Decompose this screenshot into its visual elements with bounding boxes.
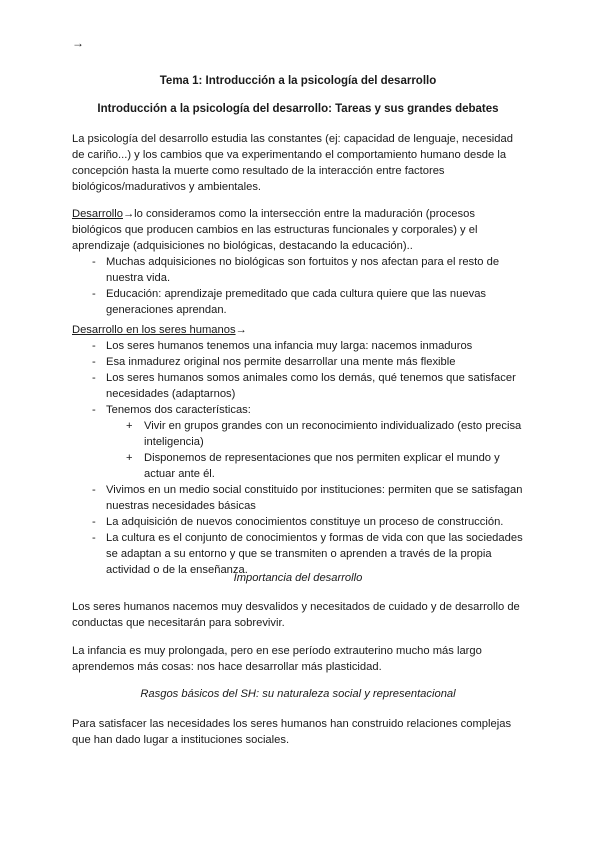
list-item: - Muchas adquisiciones no biológicas son fortuitos y nos afectan para el resto de nuestra vida. bbox=[72, 254, 524, 286]
importancia-heading: Importancia del desarrollo bbox=[233, 572, 363, 584]
seres-list bbox=[72, 338, 524, 578]
list-item: - Vivimos en un medio social constituido por instituciones: permiten que se satisfagan nuestras necesidades básicas bbox=[72, 482, 524, 514]
seres-term: Desarrollo en los seres humanos bbox=[72, 324, 236, 336]
rasgos-paragraph-1: Para satisfacer las necesidades los seres humanos han construido relaciones complejas que han dado lugar a instituciones sociales. bbox=[72, 718, 512, 746]
desarrollo-list bbox=[72, 254, 524, 318]
list-item: - Los seres humanos tenemos una infancia muy larga: nacemos inmaduros bbox=[72, 338, 524, 354]
seres-heading bbox=[72, 322, 524, 338]
importancia-paragraph-1: Los seres humanos nacemos muy desvalidos y necesitados de cuidado y de desarrollo de conductas que necesitarán para sobrevivir. bbox=[72, 601, 520, 629]
sublist-item: + Vivir en grupos grandes con un reconocimiento individualizado (esto precisa inteligencia) bbox=[106, 418, 524, 450]
desarrollo-arrow: → bbox=[122, 208, 135, 220]
desarrollo-term: Desarrollo bbox=[72, 208, 123, 220]
intro-paragraph: La psicología del desarrollo estudia las constantes (ej: capacidad de lenguaje, necesidad de cariño...) y los cambios que va experimentando el comportamiento humano desde la concepción hasta la muerte como resultado de la interacción entre factores biológicos/madurativos y ambientales. bbox=[72, 133, 513, 193]
sublist-item: + Disponemos de representaciones que nos permiten explicar el mundo y actuar ante él. bbox=[106, 450, 524, 482]
list-item-text: Tenemos dos características: bbox=[106, 404, 251, 416]
list-item: - Educación: aprendizaje premeditado que cada cultura quiere que las nuevas generaciones aprendan. bbox=[72, 286, 524, 318]
list-item: - Los seres humanos somos animales como los demás, qué tenemos que satisfacer necesidades (adaptarnos) bbox=[72, 370, 524, 402]
seres-section bbox=[72, 322, 524, 578]
desarrollo-definition bbox=[72, 206, 524, 254]
characteristics-sublist bbox=[106, 418, 524, 482]
desarrollo-section bbox=[72, 206, 524, 318]
page-title: Tema 1: Introducción a la psicología del desarrollo bbox=[159, 75, 437, 87]
list-item: - La cultura es el conjunto de conocimientos y formas de vida con que las sociedades se adaptan a su entorno y que se transmiten o aprenden a través de la propia actividad o de la enseñanza. bbox=[72, 530, 524, 578]
importancia-paragraph-2: La infancia es muy prolongada, pero en ese período extrauterino mucho más largo aprendemos más cosas: nos hace desarrollar más plasticidad. bbox=[72, 645, 482, 673]
list-item: - La adquisición de nuevos conocimientos constituye un proceso de construcción. bbox=[72, 514, 524, 530]
seres-arrow: → bbox=[235, 324, 247, 336]
list-item: - Esa inmadurez original nos permite desarrollar una mente más flexible bbox=[72, 354, 524, 370]
desarrollo-definition-text: lo consideramos como la intersección entre la maduración (procesos biológicos que producen cambios en las estructuras funcionales y corporales) y el aprendizaje (adquisiciones no biológicas, destacando la educación).. bbox=[72, 208, 478, 252]
page-subtitle: Introducción a la psicología del desarrollo: Tareas y sus grandes debates bbox=[97, 103, 499, 115]
arrow-symbol: → bbox=[72, 36, 84, 50]
rasgos-heading: Rasgos básicos del SH: su naturaleza social y representacional bbox=[140, 688, 456, 700]
list-item bbox=[72, 402, 524, 482]
